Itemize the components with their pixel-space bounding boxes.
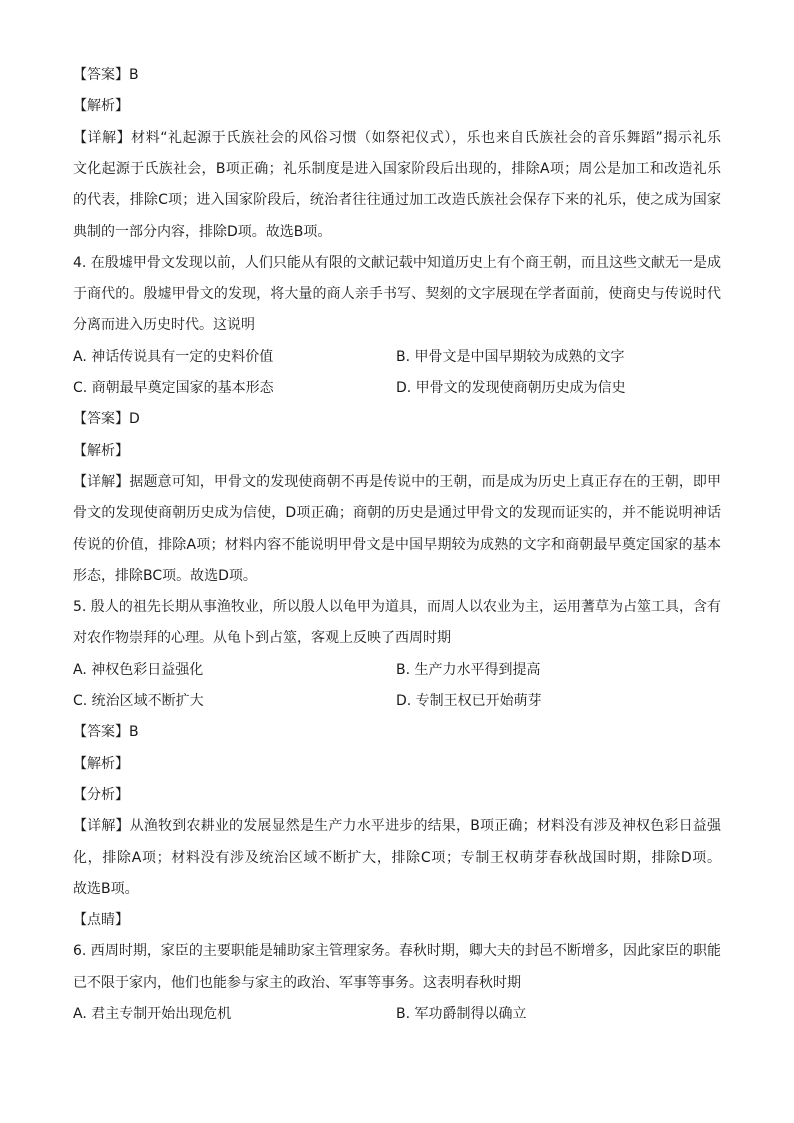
answer-option: B. 甲骨文是中国早期较为成熟的文字 <box>396 349 625 365</box>
text-line: 【分析】 <box>73 787 129 803</box>
text-line: 的代表，排除C项；进入国家阶段后，统治者往往通过加工改造氏族社会保存下来的礼乐，使之成为国家 <box>73 192 721 208</box>
text-line: 【答案】D <box>73 411 140 427</box>
answer-option: D. 甲骨文的发现使商朝历史成为信史 <box>396 380 626 396</box>
answer-option: B. 生产力水平得到提高 <box>396 662 541 678</box>
answer-option: A. 君主专制开始出现危机 <box>73 1006 232 1022</box>
text-line: 【详解】从渔牧到农耕业的发展显然是生产力水平进步的结果，B项正确；材料没有涉及神权色彩日益强 <box>73 818 721 834</box>
option-row <box>73 692 721 710</box>
text-line: 分离而进入历史时代。这说明 <box>73 317 255 333</box>
text-line: 化，排除A项；材料没有涉及统治区域不断扩大，排除C项；专制王权萌芽春秋战国时期，排除D项。 <box>73 850 721 866</box>
text-line: 6. 西周时期，家臣的主要职能是辅助家主管理家务。春秋时期，卿大夫的封邑不断增多，因此家臣的职能 <box>73 943 721 959</box>
answer-option: A. 神权色彩日益强化 <box>73 662 204 678</box>
option-row <box>73 1005 721 1023</box>
text-line: 形态，排除BC项。故选D项。 <box>73 568 257 584</box>
option-row <box>73 661 721 679</box>
text-line: 5. 殷人的祖先长期从事渔牧业，所以殷人以龟甲为道具，而周人以农业为主，运用蓍草为占筮工具，含有 <box>73 599 721 615</box>
option-row <box>73 379 721 397</box>
text-line: 【详解】据题意可知，甲骨文的发现使商朝不再是传说中的王朝，而是成为历史上真正存在的王朝，即甲 <box>73 474 721 490</box>
text-line: 【点睛】 <box>73 912 129 928</box>
text-line: 骨文的发现使商朝历史成为信使，D项正确；商朝的历史是通过甲骨文的发现而证实的，并不能说明神话 <box>73 505 721 521</box>
text-line: 【答案】B <box>73 67 139 83</box>
text-line: 【解析】 <box>73 756 129 772</box>
answer-option: A. 神话传说具有一定的史料价值 <box>73 349 274 365</box>
text-line: 文化起源于氏族社会，B项正确；礼乐制度是进入国家阶段后出现的，排除A项；周公是加工和改造礼乐 <box>73 161 721 177</box>
text-line: 故选B项。 <box>73 881 139 897</box>
text-line: 对农作物崇拜的心理。从龟卜到占筮，客观上反映了西周时期 <box>73 630 451 646</box>
option-row <box>73 348 721 366</box>
text-line: 【答案】B <box>73 724 139 740</box>
answer-option: D. 专制王权已开始萌芽 <box>396 693 542 709</box>
text-line: 【解析】 <box>73 98 129 114</box>
text-line: 已不限于家内，他们也能参与家主的政治、军事等事务。这表明春秋时期 <box>73 975 521 991</box>
text-line: 【详解】材料“礼起源于氏族社会的风俗习惯（如祭祀仪式），乐也来自氏族社会的音乐舞蹈”揭示礼乐 <box>73 130 721 146</box>
text-line: 传说的价值，排除A项；材料内容不能说明甲骨文是中国早期较为成熟的文字和商朝最早奠定国家的基本 <box>73 537 721 553</box>
text-line: 典制的一部分内容，排除D项。故选B项。 <box>73 224 332 240</box>
text-line: 【解析】 <box>73 443 129 459</box>
text-line: 于商代的。殷墟甲骨文的发现，将大量的商人亲手书写、契刻的文字展现在学者面前，使商史与传说时代 <box>73 286 721 302</box>
answer-option: B. 军功爵制得以确立 <box>396 1006 527 1022</box>
answer-option: C. 统治区域不断扩大 <box>73 693 204 709</box>
text-line: 4. 在殷墟甲骨文发现以前，人们只能从有限的文献记载中知道历史上有个商王朝，而且这些文献无一是成 <box>73 255 721 271</box>
answer-option: C. 商朝最早奠定国家的基本形态 <box>73 380 274 396</box>
